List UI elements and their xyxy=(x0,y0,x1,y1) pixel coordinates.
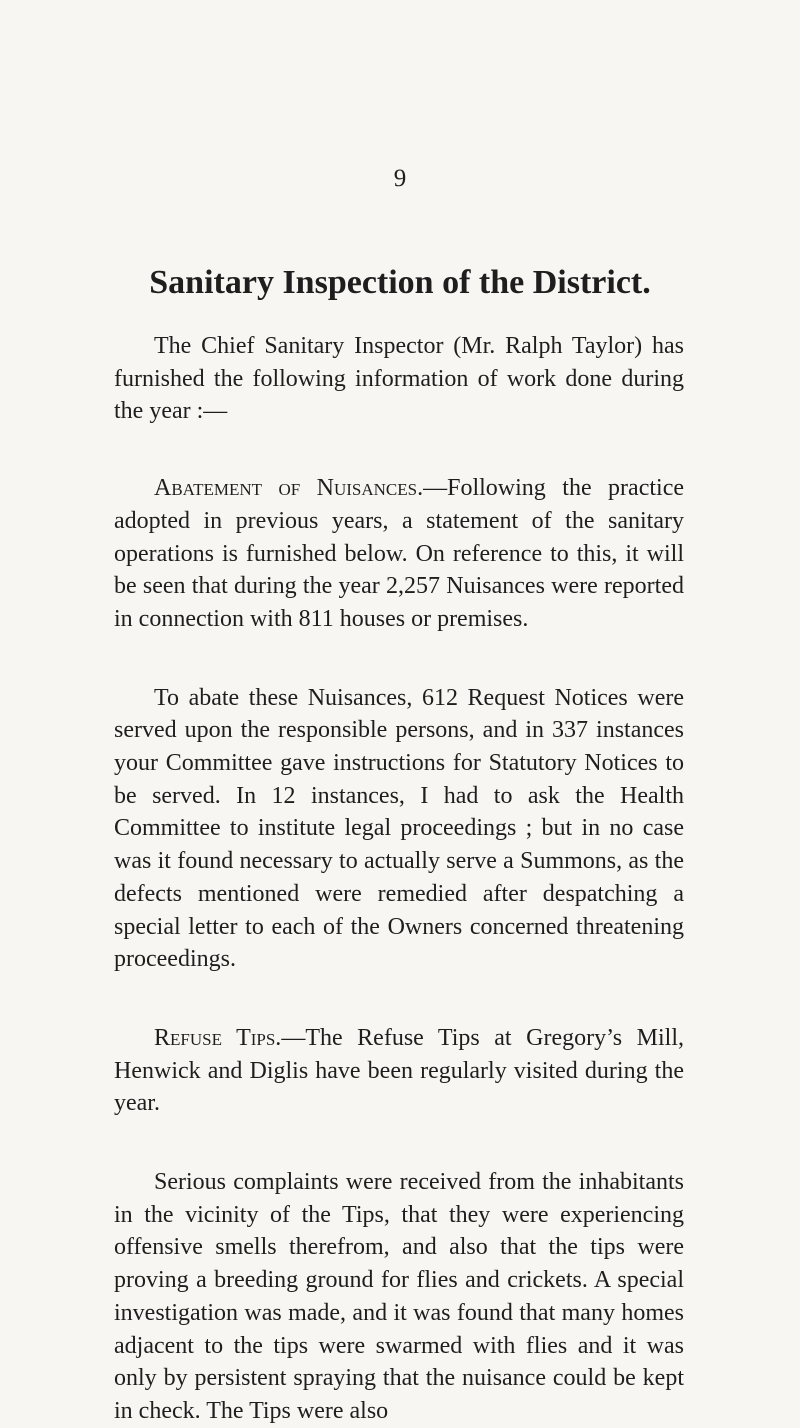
body-text xyxy=(114,330,684,1428)
notices-text: To abate these Nuisances, 612 Request Notices were served upon the responsible persons, and in 337 instances your Committee gave instructions for Statutory Notices to be served. In 12 instances, I had to ask the Health Committee to institute legal proceedings ; but in no case was it found necessary to actually serve a Summons, as the defects mentioned were remedied after despatching a special letter to each of the Owners concerned threatening proceedings. xyxy=(114,684,684,973)
complaints-text: Serious complaints were received from the inhabitants in the vicinity of the Tips, that they were experiencing offensive smells therefrom, and also that the tips were proving a breeding ground for flies and crickets. A special investigation was made, and it was found that many homes adjacent to the tips were swarmed with flies and it was only by persistent spraying that the nuisance could be kept in check. The Tips were also xyxy=(114,1169,684,1424)
page-number: 9 xyxy=(393,165,407,192)
page-title: Sanitary Inspection of the District. xyxy=(149,264,651,301)
paragraph-notices xyxy=(114,682,684,976)
paragraph-complaints xyxy=(114,1166,684,1428)
refuse-tips-text: —The Refuse Tips at Gregory’s Mill, Henwick and Diglis have been regularly visited during the year. xyxy=(114,1024,684,1117)
paragraph-intro xyxy=(114,330,684,428)
abatement-of-nuisances-text: —Following the practice adopted in previous years, a statement of the sanitary operations is furnished below. On reference to this, it will be seen that during the year 2,257 Nuisances were reported in connection with 811 houses or premises. xyxy=(114,475,684,632)
paragraph-abatement-of-nuisances xyxy=(114,472,684,636)
section-heading-refuse-tips: Refuse Tips. xyxy=(154,1024,282,1051)
intro-text: The Chief Sanitary Inspector (Mr. Ralph Taylor) has furnished the following information of work done during the year :— xyxy=(114,333,684,425)
section-heading-abatement-of-nuisances: Abatement of Nuisances. xyxy=(154,475,424,502)
paragraph-refuse-tips xyxy=(114,1022,684,1120)
